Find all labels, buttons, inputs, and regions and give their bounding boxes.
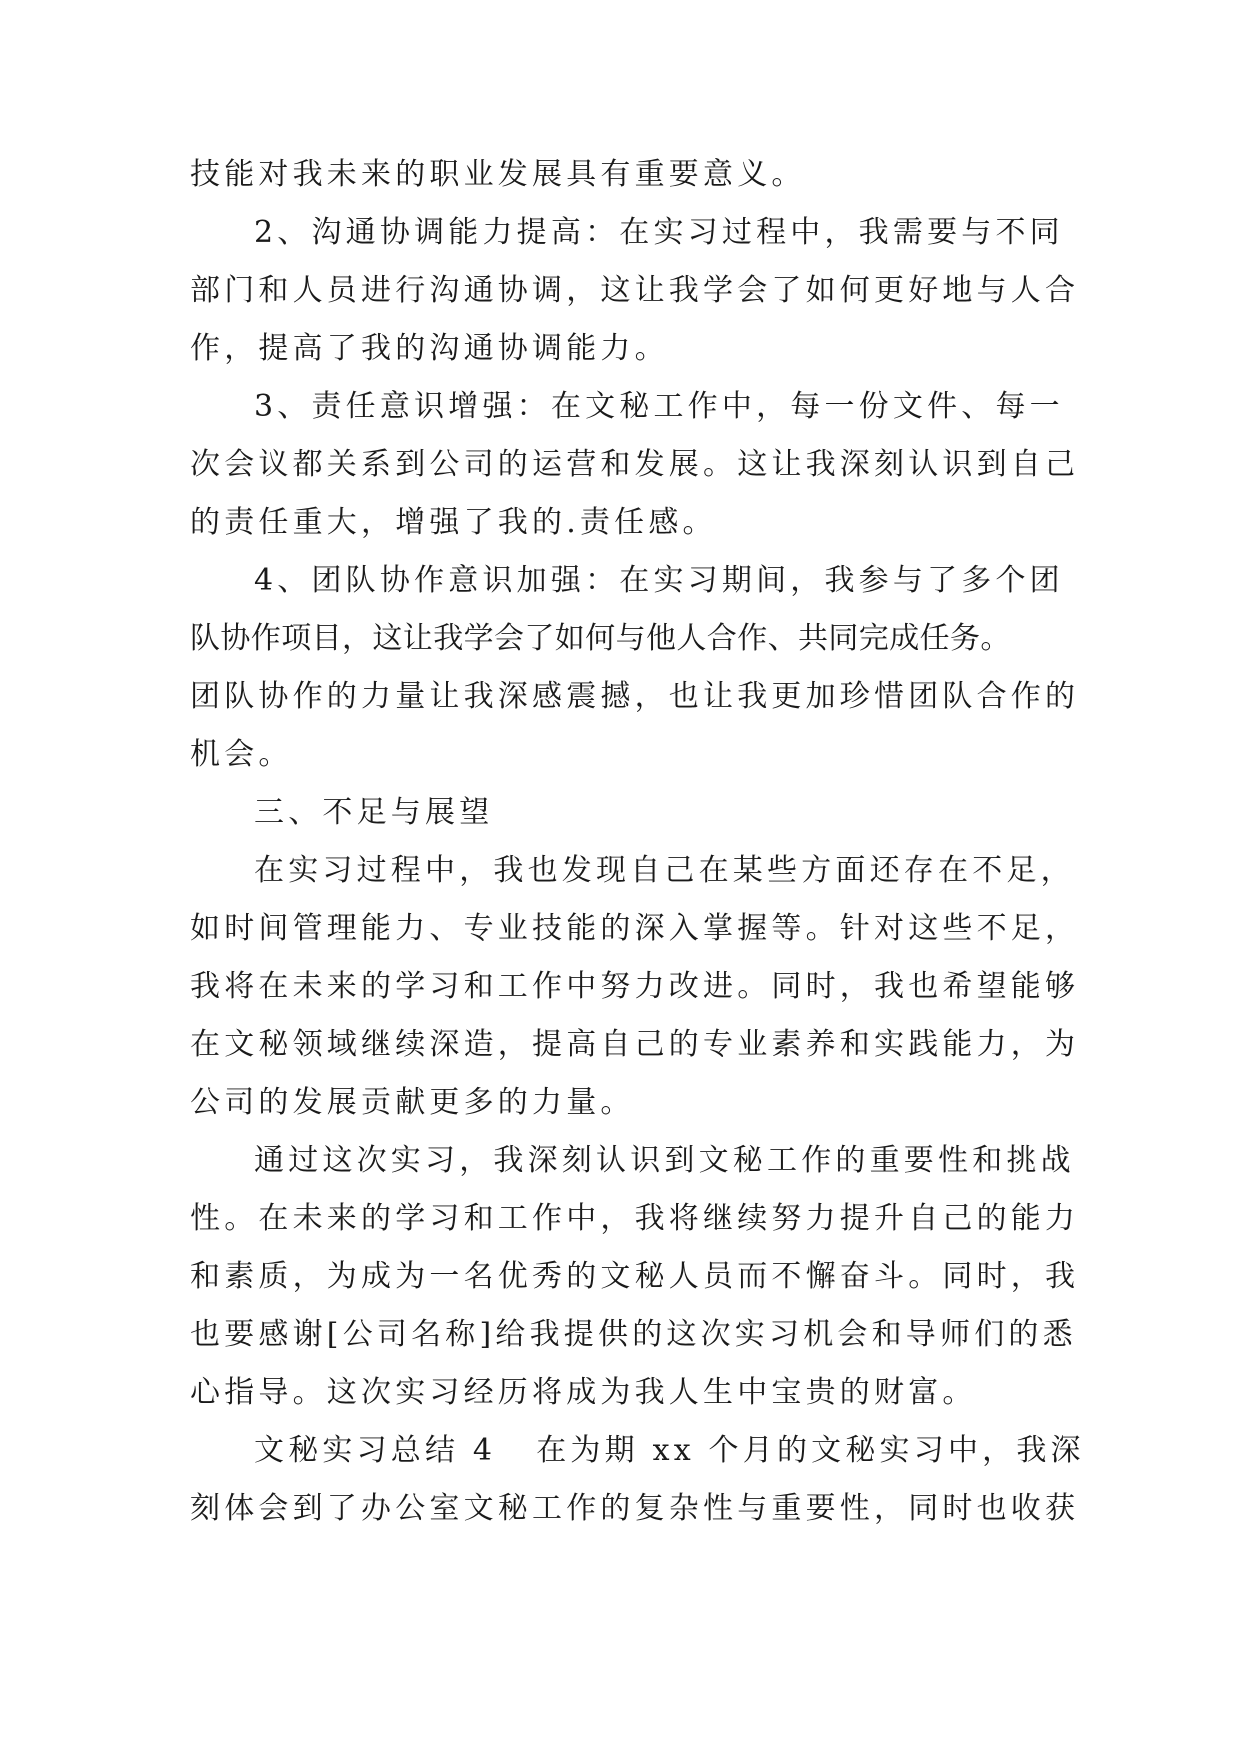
paragraph-line: 刻体会到了办公室文秘工作的复杂性与重要性，同时也收获 [190, 1491, 1080, 1526]
paragraph-line: 如时间管理能力、专业技能的深入掌握等。针对这些不足， [190, 911, 1080, 946]
paragraph-line: 通过这次实习，我深刻认识到文秘工作的重要性和挑战 [254, 1143, 1075, 1178]
paragraph-line: 心指导。这次实习经历将成为我人生中宝贵的财富。 [190, 1375, 977, 1410]
paragraph-line: 4、团队协作意识加强：在实习期间，我参与了多个团 [254, 563, 1064, 598]
paragraph-line: 性。在未来的学习和工作中，我将继续努力提升自己的能力 [190, 1201, 1080, 1236]
paragraph-line: 2、沟通协调能力提高：在实习过程中，我需要与不同 [254, 215, 1064, 250]
paragraph-line: 在实习过程中，我也发现自己在某些方面还存在不足， [254, 853, 1075, 888]
paragraph-line: 的责任重大，增强了我的.责任感。 [190, 505, 717, 540]
paragraph-line: 3、责任意识增强：在文秘工作中，每一份文件、每一 [254, 389, 1064, 424]
section-heading: 文秘实习总结 4 [254, 1433, 497, 1468]
paragraph-line: 和素质，为成为一名优秀的文秘人员而不懈奋斗。同时，我 [190, 1259, 1080, 1294]
paragraph-line: 也要感谢[公司名称]给我提供的这次实习机会和导师们的悉 [190, 1317, 1077, 1352]
paragraph-line: 在文秘领域继续深造，提高自己的专业素养和实践能力，为 [190, 1027, 1080, 1062]
section-heading: 三、不足与展望 [254, 795, 494, 830]
paragraph-line: 部门和人员进行沟通协调，这让我学会了如何更好地与人合 [190, 273, 1080, 308]
document-page [190, 146, 1085, 1538]
paragraph-line: 次会议都关系到公司的运营和发展。这让我深刻认识到自己 [190, 447, 1080, 482]
paragraph-line: 技能对我未来的职业发展具有重要意义。 [190, 157, 806, 192]
section-heading-line [190, 1422, 1085, 1480]
paragraph-line: 我将在未来的学习和工作中努力改进。同时，我也希望能够 [190, 969, 1080, 1004]
paragraph-line: 队协作项目，这让我学会了如何与他人合作、共同完成任务。 [190, 621, 1011, 656]
paragraph-line: 公司的发展贡献更多的力量。 [190, 1085, 635, 1120]
paragraph-line: 团队协作的力量让我深感震撼，也让我更加珍惜团队合作的 [190, 679, 1080, 714]
paragraph-line: 机会。 [190, 737, 293, 772]
paragraph-line: 作，提高了我的沟通协调能力。 [190, 331, 669, 366]
paragraph-text: 在为期 xx 个月的文秘实习中，我深 [536, 1433, 1085, 1468]
